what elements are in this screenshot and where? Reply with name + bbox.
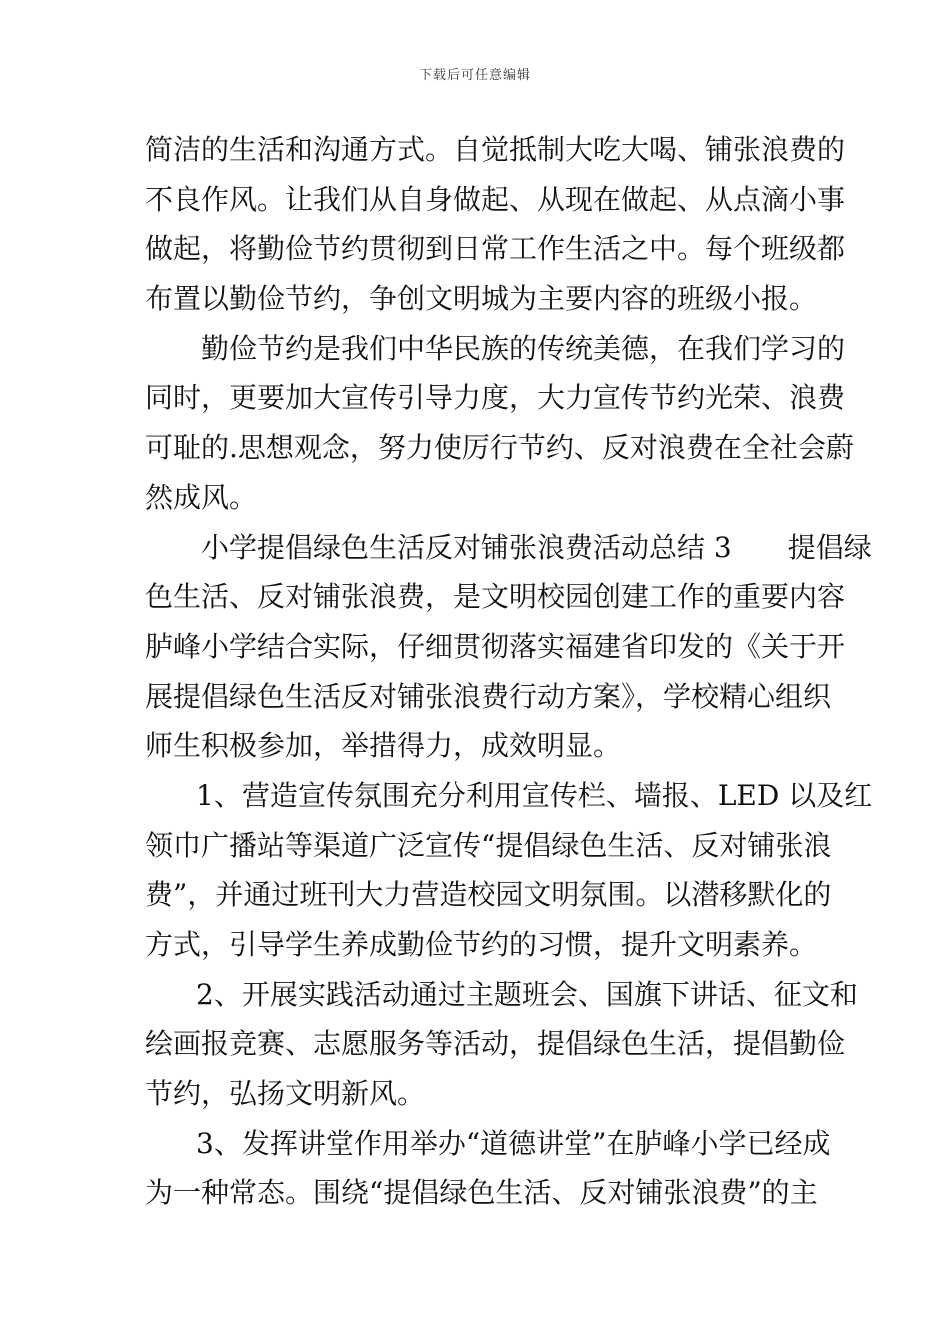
- text-line: 做起，将勤俭节约贯彻到日常工作生活之中。每个班级都: [145, 232, 846, 266]
- text-line: 费”，并通过班刊大力营造校园文明氛围。以潜移默化的: [145, 878, 832, 912]
- text-line: 色生活、反对铺张浪费，是文明校园创建工作的重要内容: [145, 580, 846, 614]
- list-item-1-first-line: 1、营造宣传氛围充分利用宣传栏、墙报、LED 以及红: [196, 778, 873, 812]
- text-line: 领巾广播站等渠道广泛宣传“提倡绿色生活、反对铺张浪: [145, 828, 832, 862]
- list-item-3-first-line: 3、发挥讲堂作用举办“道德讲堂”在胪峰小学已经成: [196, 1126, 831, 1160]
- list-item-2-first-line: 2、开展实践活动通过主题班会、国旗下讲话、征文和: [196, 977, 858, 1011]
- text-line: 简洁的生活和沟通方式。自觉抵制大吃大喝、铺张浪费的: [145, 133, 846, 166]
- document-body: [145, 125, 873, 1218]
- text-line: 节约，弘扬文明新风。: [145, 1077, 426, 1111]
- text-line: 同时，更要加大宣传引导力度，大力宣传节约光荣、浪费: [145, 381, 846, 415]
- header-note: 下载后可任意编辑: [418, 68, 531, 83]
- paragraph-first-line: 勤俭节约是我们中华民族的传统美德，在我们学习的: [201, 331, 846, 365]
- text-line: 师生积极参加，举措得力，成效明显。: [145, 729, 622, 763]
- text-line: 然成风。: [145, 480, 258, 514]
- text-line: 胪峰小学结合实际，仔细贯彻落实福建省印发的《关于开: [145, 629, 846, 663]
- section-heading-line: 小学提倡绿色生活反对铺张浪费活动总结 3 提倡绿: [201, 530, 872, 564]
- text-line: 布置以勤俭节约，争创文明城为主要内容的班级小报。: [145, 282, 818, 316]
- text-line: 方式，引导学生养成勤俭节约的习惯，提升文明素养。: [145, 928, 818, 961]
- text-line: 可耻的.思想观念，努力使厉行节约、反对浪费在全社会蔚: [145, 431, 854, 465]
- text-line: 绘画报竞赛、志愿服务等活动，提倡绿色生活，提倡勤俭: [145, 1027, 846, 1061]
- text-line: 不良作风。让我们从自身做起、从现在做起、从点滴小事: [145, 182, 846, 216]
- text-line: 展提倡绿色生活反对铺张浪费行动方案》，学校精心组织: [145, 679, 832, 713]
- text-line: 为一种常态。围绕“提倡绿色生活、反对铺张浪费”的主: [145, 1176, 818, 1210]
